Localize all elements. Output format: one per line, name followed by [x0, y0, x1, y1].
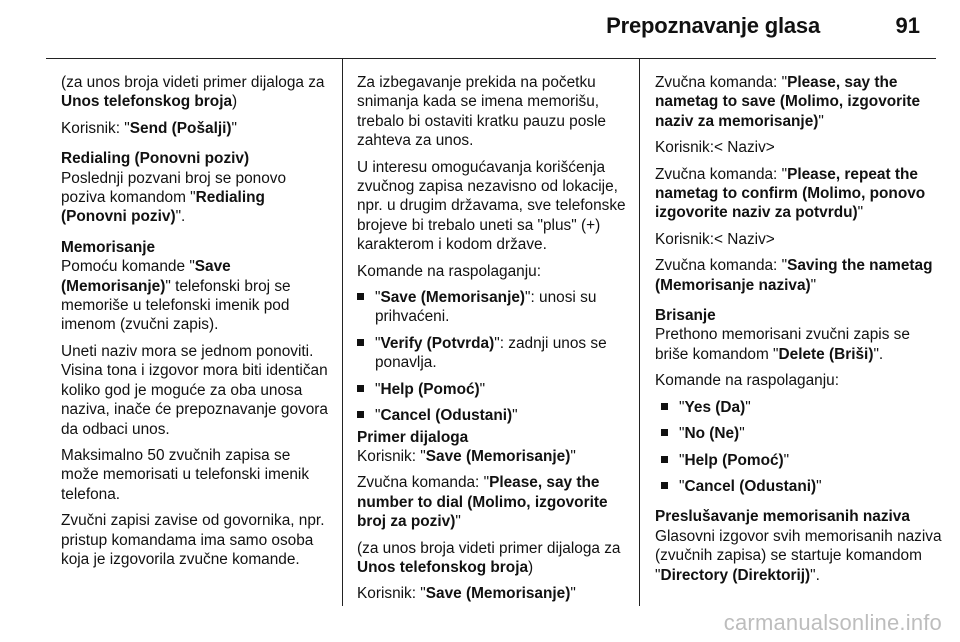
paragraph: (za unos broja videti primer dijaloga za Unos telefonskog broja) — [357, 539, 621, 576]
section-heading-redialing: Redialing (Ponovni poziv) — [61, 150, 250, 168]
paragraph: Poslednji pozvani broj se ponovo poziva komandom "Redialing (Ponovni poziv)". — [61, 169, 287, 226]
section-heading-preslusavanje: Preslušavanje memorisanih naziva — [655, 508, 910, 526]
paragraph: Za izbegavanje prekida na početku snimanja kada se imena memorišu, trebalo bi ostaviti kratku pauzu posle zahteva za unos. — [357, 74, 606, 150]
bullet-square-icon — [357, 411, 364, 418]
paragraph: Zvučna komanda: "Saving the nametag (Memorisanje naziva)" — [655, 257, 933, 294]
bullet-square-icon — [661, 403, 668, 410]
list-item: "Help (Pomoć)" — [661, 451, 947, 470]
paragraph: Zvučna komanda: "Please, say the nametag to save (Molimo, izgovorite naziv za memorisanje)" — [655, 74, 921, 130]
paragraph: Zvučna komanda: "Please, say the number to dial (Molimo, izgovorite broj za poziv)" — [357, 474, 608, 531]
paragraph: Korisnik: "Save (Memorisanje)" — [357, 585, 576, 603]
paragraph: Korisnik:< Naziv> — [655, 139, 775, 157]
header-divider — [46, 58, 936, 59]
list-item: "No (Ne)" — [661, 424, 947, 443]
paragraph: Komande na raspolaganju: — [655, 372, 839, 390]
paragraph: Glasovni izgovor svih memorisanih naziva (zvučnih zapisa) se startuje komandom "Directory (Direktorij)". — [655, 527, 942, 584]
page-number: 91 — [895, 13, 920, 38]
bullet-square-icon — [357, 339, 364, 346]
bullet-square-icon — [661, 482, 668, 489]
page-header — [0, 0, 960, 58]
column-2 — [357, 73, 629, 611]
watermark: carmanualsonline.info — [723, 610, 942, 635]
paragraph: Korisnik: "Save (Memorisanje)" — [357, 447, 576, 465]
column-divider-1 — [342, 58, 343, 606]
bullet-square-icon — [661, 456, 668, 463]
bullet-square-icon — [661, 429, 668, 436]
section-heading-primer-dijaloga: Primer dijaloga — [357, 428, 469, 446]
paragraph: Prethono memorisani zvučni zapis se briše komandom "Delete (Briši)". — [655, 326, 910, 363]
list-item: "Yes (Da)" — [661, 398, 947, 417]
list-item: "Save (Memorisanje)": unosi su prihvaćeni. — [357, 288, 629, 327]
paragraph: Komande na raspolaganju: — [357, 262, 541, 280]
list-item: "Cancel (Odustani)" — [357, 406, 629, 425]
bullet-square-icon — [357, 385, 364, 392]
column-3 — [655, 73, 947, 592]
paragraph: Uneti naziv mora se jednom ponoviti. Visina tona i izgovor mora biti identičan koliko god je moguće za oba unosa naziva, inače će prepoznavanje govora da odbaci unos. — [61, 342, 328, 438]
list-item: "Cancel (Odustani)" — [661, 477, 947, 496]
paragraph: (za unos broja videti primer dijaloga za Unos telefonskog broja) — [61, 74, 325, 111]
column-divider-2 — [639, 58, 640, 606]
column-1 — [61, 73, 331, 576]
paragraph: Korisnik:< Naziv> — [655, 230, 775, 248]
list-item: "Help (Pomoć)" — [357, 380, 629, 399]
paragraph: Maksimalno 50 zvučnih zapisa se može memorisati u telefonski imenik telefona. — [61, 446, 310, 503]
paragraph: U interesu omogućavanja korišćenja zvučnog zapisa nezavisno od lokacije, npr. u drugim državama, sve telefonske brojeve bi trebalo uneti sa "plus" (+) karakterom i kodom države. — [357, 158, 626, 254]
section-heading-memorisanje: Memorisanje — [61, 238, 156, 256]
paragraph: Zvučni zapisi zavise od govornika, npr. pristup komandama ima samo osoba koja je izgovorila zvučne komande. — [61, 512, 325, 568]
list-item: "Verify (Potvrda)": zadnji unos se ponavlja. — [357, 334, 629, 373]
paragraph: Pomoću komande "Save (Memorisanje)" telefonski broj se memoriše u telefonski imenik pod imenom (zvučni zapis). — [61, 258, 291, 334]
section-heading-brisanje: Brisanje — [655, 307, 716, 325]
paragraph: Korisnik: "Send (Pošalji)" — [61, 119, 238, 137]
bullet-square-icon — [357, 293, 364, 300]
paragraph: Zvučna komanda: "Please, repeat the nametag to confirm (Molimo, ponovo izgovorite naziv za potvrdu)" — [655, 165, 926, 222]
page-title: Prepoznavanje glasa — [606, 13, 820, 38]
